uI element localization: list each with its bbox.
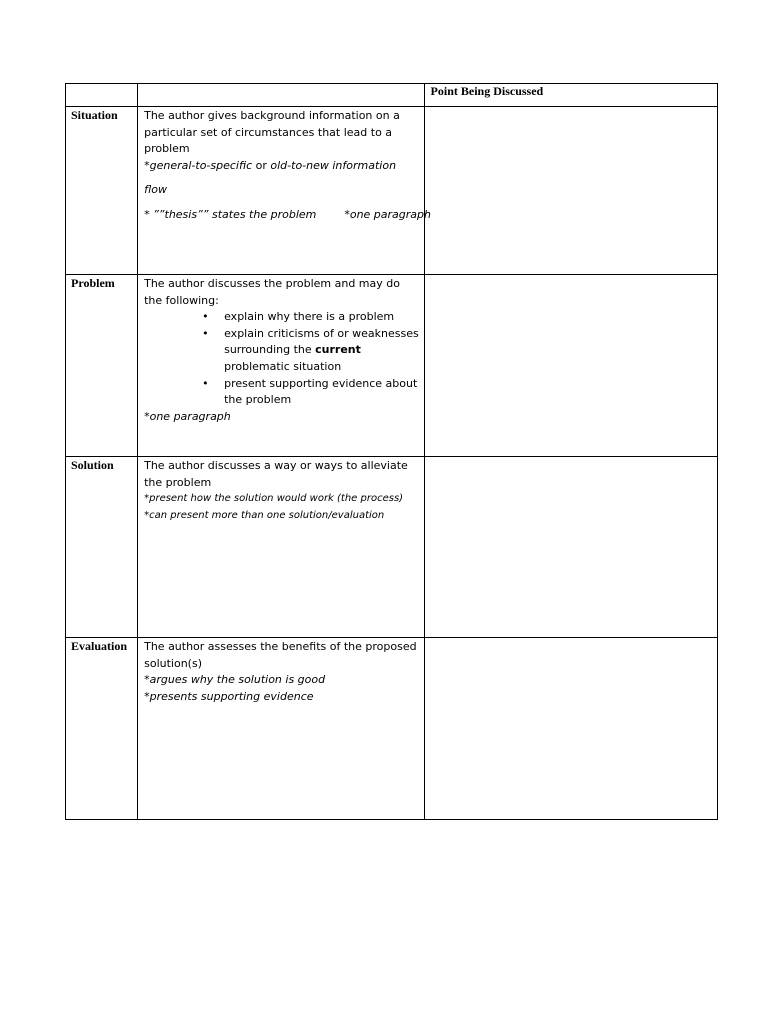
- situation-note-star: *: [144, 158, 150, 172]
- bullet-text: explain why there is a problem: [224, 310, 395, 324]
- problem-note: *one paragraph: [144, 409, 231, 423]
- problem-bullet-list: [144, 309, 419, 409]
- situation-note-flow: [144, 158, 419, 175]
- row-label-evaluation: Evaluation: [66, 638, 138, 820]
- situation-note-flow-word: flow: [144, 183, 167, 197]
- bullet-icon: •: [202, 376, 209, 390]
- situation-note-thesis: * ””thesis”” states the problem *one paragraph: [144, 207, 431, 221]
- description-solution: [138, 457, 424, 638]
- header-description-cell: [138, 84, 424, 107]
- point-cell-situation[interactable]: [424, 107, 717, 275]
- solution-note-process: *present how the solution would work (the process): [144, 493, 404, 505]
- header-label-cell: [66, 84, 138, 107]
- table-row-evaluation: [66, 638, 718, 820]
- bullet-text: present supporting evidence about the problem: [224, 376, 418, 407]
- description-problem: [138, 275, 424, 457]
- point-cell-solution[interactable]: [424, 457, 717, 638]
- table-header-row: [66, 84, 718, 107]
- point-cell-problem[interactable]: [424, 275, 717, 457]
- list-item: [202, 309, 419, 326]
- bullet-bold-word: current: [315, 343, 361, 357]
- point-cell-evaluation[interactable]: [424, 638, 717, 820]
- ssp-organizer-table: [65, 83, 718, 820]
- row-label-situation: Situation: [66, 107, 138, 275]
- bullet-icon: •: [202, 326, 209, 340]
- situation-note-old-to-new: old-to-new information: [270, 158, 397, 172]
- description-evaluation: [138, 638, 424, 820]
- row-label-solution: Solution: [66, 457, 138, 638]
- table-row-situation: [66, 107, 718, 275]
- row-label-problem: Problem: [66, 275, 138, 457]
- evaluation-description-text: The author assesses the benefits of the proposed solution(s): [144, 640, 417, 670]
- bullet-text-tail: problematic situation: [224, 359, 342, 373]
- solution-note-multiple: *can present more than one solution/evaluation: [144, 509, 385, 521]
- list-item: [202, 376, 419, 409]
- solution-description-text: The author discusses a way or ways to alleviate the problem: [144, 459, 408, 489]
- table-row-problem: [66, 275, 718, 457]
- problem-description-text: The author discusses the problem and may do the following:: [144, 277, 400, 307]
- evaluation-note-evidence: *presents supporting evidence: [144, 689, 314, 703]
- situation-description-text: The author gives background information on a particular set of circumstances that lead to a problem: [144, 109, 400, 156]
- situation-note-or: or: [252, 158, 271, 172]
- evaluation-note-argues: *argues why the solution is good: [144, 673, 326, 687]
- list-item: [202, 326, 419, 376]
- description-situation: [138, 107, 431, 275]
- table-row-solution: [66, 457, 718, 638]
- bullet-text: explain criticisms of or weaknesses surrounding the: [224, 326, 419, 357]
- situation-note-general-to-specific: general-to-specific: [149, 158, 253, 172]
- header-point-being-discussed: Point Being Discussed: [424, 84, 717, 107]
- bullet-icon: •: [202, 310, 209, 324]
